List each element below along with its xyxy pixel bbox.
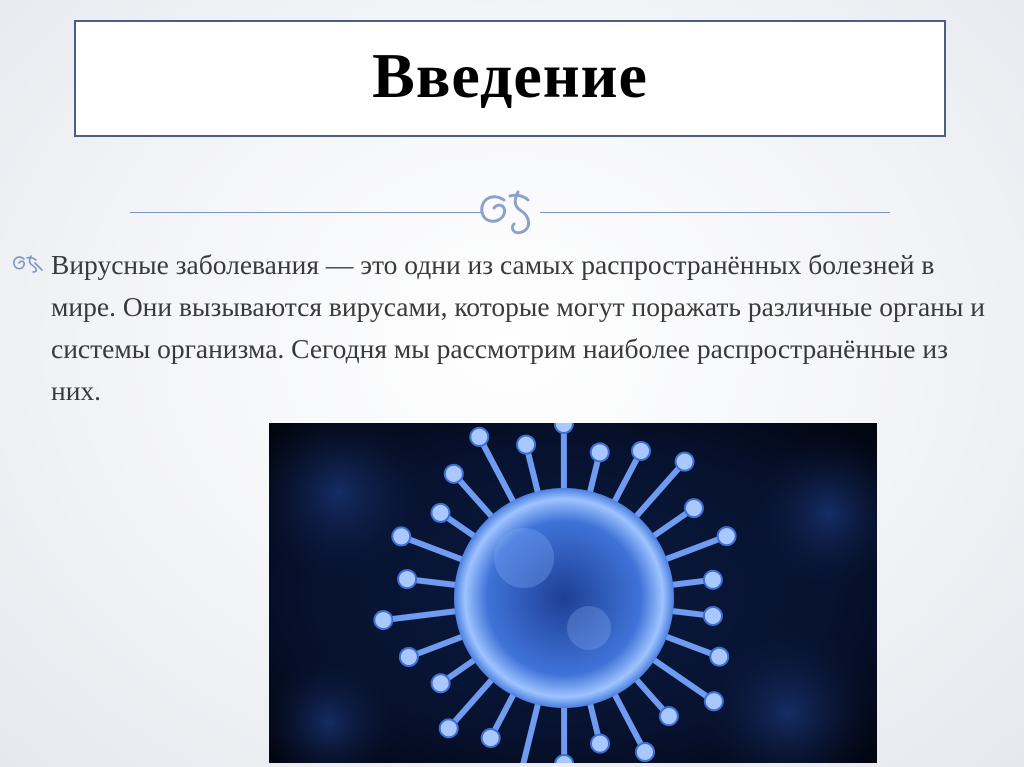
virus-spike-head	[591, 443, 609, 461]
virus-spike-head	[555, 423, 573, 433]
virus-spike-head	[440, 719, 458, 737]
virus-spike-head	[660, 707, 678, 725]
slide-title: Введение	[372, 39, 648, 111]
virus-spike-head	[705, 692, 723, 710]
virus-spike-head	[704, 607, 722, 625]
virus-spike-head	[676, 453, 694, 471]
virus-spike-head	[718, 527, 736, 545]
virus-spike-head	[470, 428, 488, 446]
virus-spike-head	[636, 743, 654, 761]
virus-spike-head	[517, 436, 535, 454]
title-box	[74, 20, 946, 137]
ornament-flourish-icon	[474, 186, 548, 238]
virus-illustration	[269, 423, 877, 763]
divider-line-right	[540, 212, 890, 213]
virus-spike-head	[710, 648, 728, 666]
virus-spike-head	[482, 729, 500, 747]
virus-spike-head	[591, 735, 609, 753]
intro-paragraph: Вирусные заболевания — это одни из самых распространённых болезней в мире. Они вызываются вирусами, которые могут поражать различные органы и системы организма. Сегодня мы рассмотрим наиболее распространённые из них.	[51, 249, 985, 406]
virus-spike-head	[374, 611, 392, 629]
virus-spike-head	[431, 504, 449, 522]
virus-spike-head	[398, 570, 416, 588]
virus-spike-head	[392, 527, 410, 545]
virus-spike-head	[685, 499, 703, 517]
virus-spike-head	[704, 571, 722, 589]
virus-spike-head	[400, 648, 418, 666]
virus-spike-head	[445, 465, 463, 483]
ornament-bullet-icon	[10, 253, 44, 273]
virus-spike-head	[632, 442, 650, 460]
virus-spike-head	[432, 674, 450, 692]
divider-line-left	[130, 212, 482, 213]
